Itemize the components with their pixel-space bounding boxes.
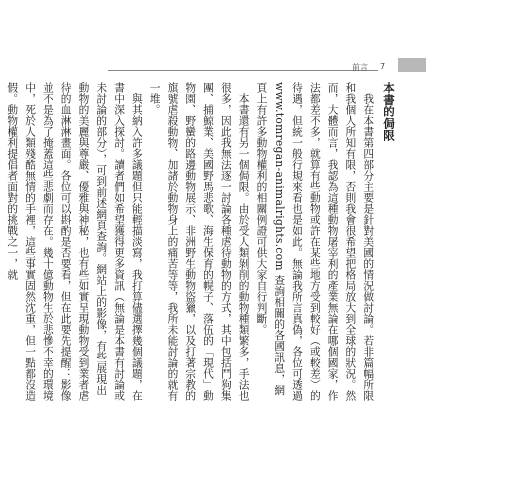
body-text-block [6,82,397,404]
paragraph-2: 本書還有另一個侷限。由於受人類剝削的動物種類繁多，手法也很多，因此我無法逐一討論各種虐待動物的方式，其中包括鬥狗集團、捕鯨業、美國野馬悲歌、海生保育的幌子、落伍的「現代」動物園、野蠻的路邊動物展示、非洲野生動物盜獵，以及打著宗教的旗號虐殺動物、加諸於動物身上的痛苦等等，我所未能討論的就有一堆。 [148,82,251,401]
paragraph-1: 我在本書第四部分主要是針對美國的情況做討論。若非篇幅所限和我個人所知有限，否則我會很希望把格局放大到全球的狀況。然而，大體而言，我認為這種動物屠宰利的產業無論在哪個國家，作法都差不多，就算有些動物或許在某些地方受到較好（或較差）的待遇，但統一般行規來看也是如此。無論我所言真偽，各位可透過www.tomregan-animalrights.com 查詢相關的各國訊息，網頁上有許多動物權利的相關例證可供大家自行判斷。 [255,82,376,401]
page-number: 7 [380,62,386,71]
running-head: 前言 [352,63,368,72]
section-title: 本書的侷限 [382,82,396,141]
page-tab-marker [398,58,426,72]
paragraph-3: 與其納入許多議題但只能輕描淡寫，我打算儘選擇幾個議題，在書中深入探討。讀者們如希望獲得更多資訊（無論是本書有討論或未討論的部分），可到前述網頁查詢。網站上的影像，有些展現出動物的美麗與尊嚴、優雅與神秘，也有些如實呈現動物受到業者虐待的血淋淋畫面。各位可以斟酌是否要看，但在此要先提醒：影像並不是為了掩蓋這些悲劇而存在。幾十億動物生於悲慘不幸的環境中，死於人類殘酷無情的手裡，這些事實固然沈重，但一點都沒造假。動物權利提倡者面對的挑戰之一，就 [6,82,144,401]
header-rule [108,70,378,71]
